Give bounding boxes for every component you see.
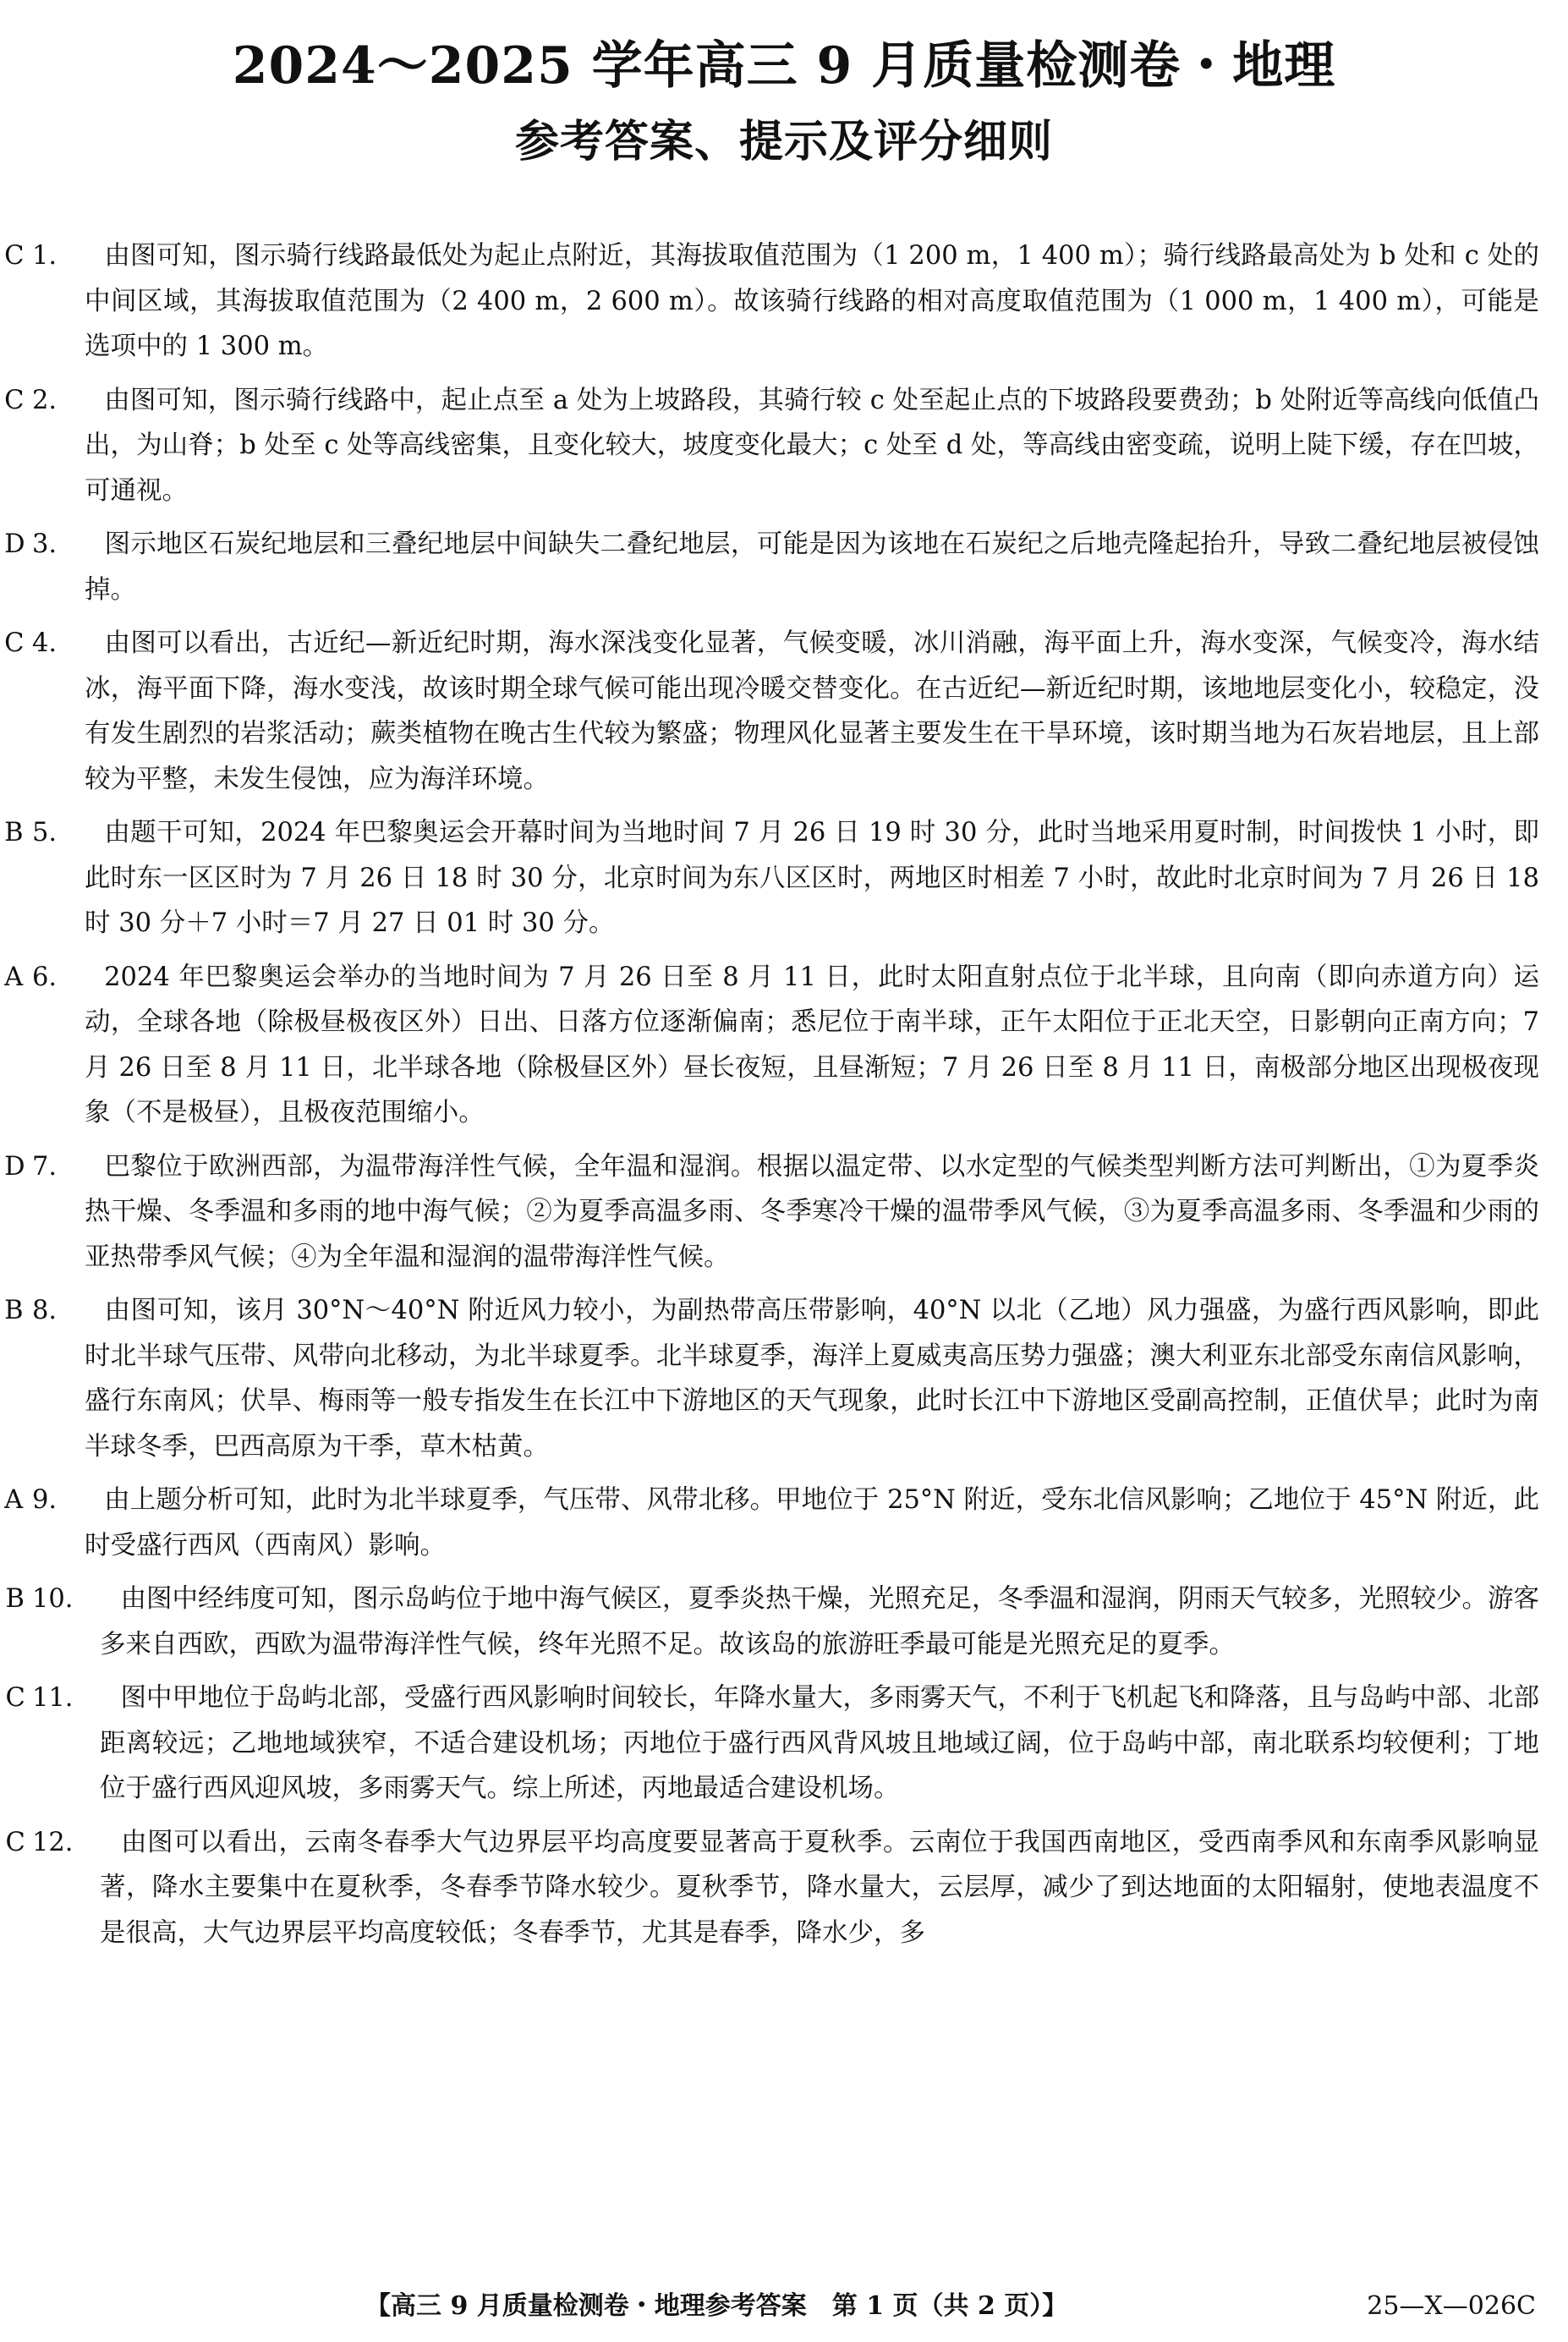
answer-item bbox=[5, 1676, 1540, 1812]
answer-explanation: 图示地区石炭纪地层和三叠纪地层中间缺失二叠纪地层，可能是因为该地在石炭纪之后地壳隆起抬升，导致二叠纪地层被侵蚀掉。 bbox=[85, 529, 1539, 605]
answer-item bbox=[4, 233, 1539, 370]
answer-item bbox=[4, 1288, 1539, 1469]
answer-item bbox=[5, 1577, 1540, 1667]
answer-item bbox=[4, 1144, 1539, 1281]
answer-item bbox=[5, 1820, 1539, 1956]
footer-document-code: 25—X—026C bbox=[1367, 2291, 1536, 2321]
answer-list bbox=[4, 233, 1540, 1964]
answer-item bbox=[4, 810, 1539, 946]
answer-item bbox=[4, 1478, 1539, 1568]
answer-explanation: 由图可知，图示骑行线路最低处为起止点附近，其海拔取值范围为（1 200 m，1 400 m）；骑行线路最高处为 b 处和 c 处的中间区域，其海拔取值范围为（2 400 m，2 600 m）。故该骑行线路的相对高度取值范围为（1 000 m，1 400 m），可能是选项中的 1 300 m。 bbox=[85, 241, 1539, 361]
question-number: 9. bbox=[32, 1485, 58, 1515]
answer-explanation: 由图可知，图示骑行线路中，起止点至 a 处为上坡路段，其骑行较 c 处至起止点的下坡路段要费劲；b 处附近等高线向低值凸出，为山脊；b 处至 c 处等高线密集，且变化较大，坡度变化最大；c 处至 d 处，等高线由密变疏，说明上陡下缓，存在凹坡，可通视。 bbox=[85, 385, 1539, 506]
answer-explanation: 图中甲地位于岛屿北部，受盛行西风影响时间较长，年降水量大，多雨雾天气，不利于飞机起飞和降落，且与岛屿中部、北部距离较远；乙地地域狭窄，不适合建设机场；丙地位于盛行西风背风坡且地域辽阔，位于岛屿中部，南北联系均较便利；丁地位于盛行西风迎风坡，多雨雾天气。综上所述，丙地最适合建设机场。 bbox=[100, 1683, 1540, 1803]
answer-choice: B bbox=[5, 1584, 25, 1614]
question-number: 11. bbox=[32, 1683, 74, 1713]
answer-item bbox=[4, 378, 1539, 514]
question-number: 3. bbox=[32, 529, 58, 559]
answer-explanation: 由题干可知，2024 年巴黎奥运会开幕时间为当地时间 7 月 26 日 19 时 30 分，此时当地采用夏时制，时间拨快 1 小时，即此时东一区区时为 7 月 26 日 18 时 30 分，北京时间为东八区区时，两地区时相差 7 小时，故此时北京时间为 7 月 26 日 18 时 30 分＋7 小时＝7 月 27 日 01 时 30 分。 bbox=[85, 818, 1539, 938]
answer-choice: A bbox=[4, 1485, 24, 1515]
answer-explanation: 由图中经纬度可知，图示岛屿位于地中海气候区，夏季炎热干燥，光照充足，冬季温和湿润，阴雨天气较多，光照较少。游客多来自西欧，西欧为温带海洋性气候，终年光照不足。故该岛的旅游旺季最可能是光照充足的夏季。 bbox=[100, 1584, 1540, 1659]
answer-choice: C bbox=[5, 1683, 25, 1713]
question-number: 8. bbox=[32, 1296, 58, 1325]
answer-choice: C bbox=[4, 385, 25, 415]
answer-choice: D bbox=[4, 529, 25, 559]
answer-explanation: 由图可以看出，云南冬春季大气边界层平均高度要显著高于夏秋季。云南位于我国西南地区，受西南季风和东南季风影响显著，降水主要集中在夏秋季，冬春季节降水较少。夏秋季节，降水量大，云层厚，减少了到达地面的太阳辐射，使地表温度不是很高，大气边界层平均高度较低；冬春季节，尤其是春季，降水少，多 bbox=[100, 1827, 1539, 1948]
document-subtitle: 参考答案、提示及评分细则 bbox=[514, 116, 1053, 167]
answer-choice: D bbox=[4, 1151, 25, 1182]
answer-explanation: 由图可以看出，古近纪—新近纪时期，海水深浅变化显著，气候变暖，冰川消融，海平面上升，海水变深，气候变冷，海水结冰，海平面下降，海水变浅，故该时期全球气候可能出现冷暖交替变化。在古近纪—新近纪时期，该地地层变化小，较稳定，没有发生剧烈的岩浆活动；蕨类植物在晚古生代较为繁盛；物理风化显著主要发生在干旱环境，该时期当地为石灰岩地层，且上部较为平整，未发生侵蚀，应为海洋环境。 bbox=[85, 628, 1539, 794]
answer-explanation: 由上题分析可知，此时为北半球夏季，气压带、风带北移。甲地位于 25°N 附近，受东北信风影响；乙地位于 45°N 附近，此时受盛行西风（西南风）影响。 bbox=[85, 1485, 1539, 1560]
answer-choice: B bbox=[4, 1296, 24, 1325]
answer-choice: C bbox=[4, 241, 25, 271]
answer-choice: C bbox=[5, 1827, 25, 1857]
question-number: 12. bbox=[32, 1827, 74, 1857]
answer-explanation: 2024 年巴黎奥运会举办的当地时间为 7 月 26 日至 8 月 11 日，此时太阳直射点位于北半球，且向南（即向赤道方向）运动，全球各地（除极昼极夜区外）日出、日落方位逐渐偏南；悉尼位于南半球，正午太阳位于正北天空，日影朝向正南方向；7 月 26 日至 8 月 11 日，北半球各地（除极昼区外）昼长夜短，且昼渐短；7 月 26 日至 8 月 11 日，南极部分地区出现极夜现象（不是极昼），且极夜范围缩小。 bbox=[85, 962, 1539, 1127]
question-number: 5. bbox=[32, 818, 58, 847]
question-number: 2. bbox=[32, 385, 58, 415]
answer-item bbox=[4, 955, 1539, 1136]
answer-choice: A bbox=[4, 962, 24, 992]
answer-item bbox=[4, 522, 1539, 612]
question-number: 10. bbox=[32, 1584, 74, 1614]
question-number: 6. bbox=[32, 962, 58, 992]
document-title: 2024～2025 学年高三 9 月质量检测卷・地理 bbox=[232, 36, 1336, 96]
question-number: 4. bbox=[32, 628, 58, 658]
question-number: 7. bbox=[32, 1151, 58, 1182]
footer-page-label: 【高三 9 月质量检测卷・地理参考答案 第 1 页（共 2 页）】 bbox=[365, 2291, 1068, 2321]
answer-choice: C bbox=[4, 628, 25, 658]
answer-item bbox=[4, 621, 1539, 802]
answer-explanation: 巴黎位于欧洲西部，为温带海洋性气候，全年温和湿润。根据以温定带、以水定型的气候类型判断方法可判断出，①为夏季炎热干燥、冬季温和多雨的地中海气候；②为夏季高温多雨、冬季寒冷干燥的温带季风气候，③为夏季高温多雨、冬季温和少雨的亚热带季风气候；④为全年温和湿润的温带海洋性气候。 bbox=[85, 1151, 1539, 1272]
answer-explanation: 由图可知，该月 30°N～40°N 附近风力较小，为副热带高压带影响，40°N 以北（乙地）风力强盛，为盛行西风影响，即此时北半球气压带、风带向北移动，为北半球夏季。北半球夏季，海洋上夏威夷高压势力强盛；澳大利亚东北部受东南信风影响，盛行东南风；伏旱、梅雨等一般专指发生在长江中下游地区的天气现象，此时长江中下游地区受副高控制，正值伏旱；此时为南半球冬季，巴西高原为干季，草木枯黄。 bbox=[85, 1296, 1539, 1462]
page-footer bbox=[0, 2288, 1568, 2325]
question-number: 1. bbox=[32, 241, 58, 271]
answer-choice: B bbox=[4, 818, 24, 847]
